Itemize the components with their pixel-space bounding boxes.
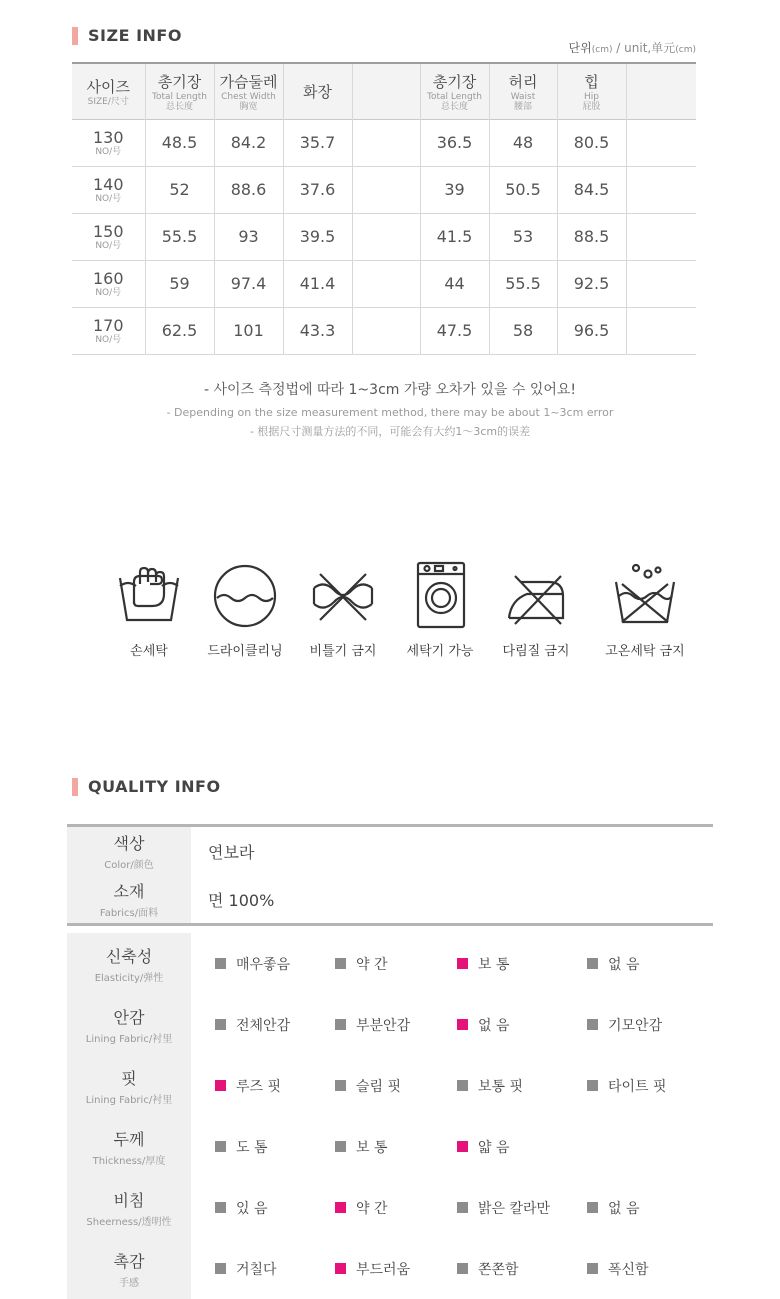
attribute-option-label: 부분안감: [356, 1017, 411, 1034]
size-row: [72, 166, 696, 213]
size-header-sub1: Hip: [584, 91, 599, 102]
attribute-option-label: 부드러움: [356, 1261, 411, 1278]
attribute-option-label: 약 간: [356, 1200, 388, 1217]
attribute-sublabel: Thickness/厚度: [92, 1155, 166, 1167]
size-header-main: 힙: [584, 72, 599, 91]
size-header-main: 총기장: [157, 72, 202, 91]
measurement-cell: 58: [489, 307, 557, 354]
measurement-cell: 36.5: [420, 119, 489, 166]
attribute-option-selected: [457, 954, 510, 974]
attribute-option: [335, 954, 388, 974]
attribute-option: [215, 1015, 290, 1035]
measurement-cell: 48: [489, 119, 557, 166]
unselected-marker-icon: [587, 1263, 598, 1274]
attribute-name: 비침: [113, 1190, 145, 1210]
care-label-no-hot-wash: 고온세탁 금지: [605, 644, 685, 659]
size-header-sub2: 腰部: [513, 101, 532, 112]
unselected-marker-icon: [335, 1080, 346, 1091]
attribute-option-label: 거칠다: [236, 1261, 277, 1278]
fabric-sublabel: Fabrics/面料: [99, 908, 159, 919]
unit-sep: /: [612, 41, 625, 55]
quality-label-fabric: [67, 875, 191, 923]
measurement-cell: [352, 213, 420, 260]
measurement-cell: 39.5: [283, 213, 352, 260]
attribute-options: [191, 1055, 713, 1116]
unselected-marker-icon: [215, 1202, 226, 1213]
unselected-marker-icon: [215, 1263, 226, 1274]
attribute-option-selected: [457, 1137, 510, 1157]
attribute-option: [215, 1259, 277, 1279]
measurement-cell: [352, 166, 420, 213]
size-number: 130: [92, 128, 124, 147]
measurement-cell: 92.5: [557, 260, 626, 307]
size-header-sub2: 总长度: [440, 101, 468, 112]
care-label-washing-machine: 세탁기 가능: [406, 644, 474, 659]
selected-marker-icon: [215, 1080, 226, 1091]
measurement-cell: [352, 307, 420, 354]
attribute-sublabel: Lining Fabric/衬里: [85, 1033, 173, 1045]
size-row: [72, 307, 696, 354]
attribute-option: [457, 1076, 523, 1096]
unit-alt2-cm: (cm): [675, 45, 696, 55]
attribute-options: [191, 1116, 713, 1177]
attribute-option-label: 약 간: [356, 956, 388, 973]
attribute-option: [457, 1198, 550, 1218]
care-label-no-wring: 비틀기 금지: [309, 644, 377, 659]
attribute-options: [191, 933, 713, 994]
measurement-cell: [352, 119, 420, 166]
care-washing-machine: [392, 560, 488, 659]
attribute-option-label: 도 톰: [236, 1139, 268, 1156]
attribute-option: [587, 954, 640, 974]
measurement-cell: [626, 166, 696, 213]
attribute-sublabel: 手感: [119, 1277, 139, 1289]
quality-row-color: [67, 827, 713, 875]
measurement-cell: 41.4: [283, 260, 352, 307]
quality-info-heading: [72, 777, 221, 796]
size-header-cell: [72, 63, 145, 119]
attribute-option-selected: [457, 1015, 510, 1035]
unselected-marker-icon: [587, 1019, 598, 1030]
size-header-main: 가슴둘레: [219, 72, 278, 91]
quality-attribute-row: [67, 1238, 713, 1299]
quality-label-color: [67, 827, 191, 875]
care-no-iron: [488, 560, 584, 659]
measurement-cell: 44: [420, 260, 489, 307]
care-label-dry-clean: 드라이클리닝: [207, 644, 283, 659]
color-label: 색상: [113, 834, 145, 853]
unselected-marker-icon: [587, 1080, 598, 1091]
size-cell: [72, 213, 145, 260]
size-note-english: - Depending on the size measurement method, there may be about 1~3cm error: [166, 406, 614, 419]
heading-accent-bar: [72, 27, 78, 45]
measurement-cell: 43.3: [283, 307, 352, 354]
size-header-cell: [626, 63, 696, 119]
size-header-sub1: Chest Width: [221, 91, 276, 102]
size-cell: [72, 260, 145, 307]
no-wring-icon: [308, 560, 378, 630]
attribute-option: [335, 1137, 388, 1157]
attribute-option: [215, 1137, 268, 1157]
size-no-label: NO/号: [95, 194, 122, 204]
attribute-option-label: 없 음: [608, 1200, 640, 1217]
attribute-option-label: 전체안감: [236, 1017, 291, 1034]
size-header-main: 허리: [508, 72, 538, 91]
attribute-option-label: 타이트 핏: [608, 1078, 667, 1095]
unselected-marker-icon: [215, 1141, 226, 1152]
size-cell: [72, 307, 145, 354]
attribute-option-label: 폭신함: [608, 1261, 649, 1278]
measurement-cell: 97.4: [214, 260, 283, 307]
unselected-marker-icon: [215, 958, 226, 969]
measurement-cell: 50.5: [489, 166, 557, 213]
size-no-label: NO/号: [95, 288, 122, 298]
attribute-option-selected: [215, 1076, 281, 1096]
size-header-cell: [214, 63, 283, 119]
measurement-cell: 55.5: [489, 260, 557, 307]
quality-attribute-label: [67, 1238, 191, 1299]
attribute-sublabel: Sheerness/透明性: [86, 1216, 172, 1228]
size-table-header: [72, 63, 696, 119]
attribute-option-label: 기모안감: [608, 1017, 663, 1034]
attribute-option-label: 있 음: [236, 1200, 268, 1217]
size-row: [72, 119, 696, 166]
size-table: [72, 62, 696, 355]
measurement-cell: 52: [145, 166, 214, 213]
measurement-cell: [626, 213, 696, 260]
unit-alt: unit,: [624, 41, 652, 55]
quality-attribute-label: [67, 933, 191, 994]
quality-attribute-label: [67, 1177, 191, 1238]
measurement-cell: 88.5: [557, 213, 626, 260]
color-value: 연보라: [208, 842, 255, 862]
measurement-cell: 41.5: [420, 213, 489, 260]
quality-attribute-row: [67, 933, 713, 994]
quality-basic-table: [67, 824, 713, 926]
attribute-option-label: 쫀쫀함: [478, 1261, 519, 1278]
size-info-title: SIZE INFO: [88, 26, 182, 45]
size-header-main: 화장: [303, 82, 332, 101]
measurement-cell: [352, 260, 420, 307]
measurement-cell: [626, 260, 696, 307]
selected-marker-icon: [335, 1263, 346, 1274]
size-note-korean: - 사이즈 측정법에 따라 1~3cm 가량 오차가 있을 수 있어요!: [203, 382, 577, 398]
size-number: 140: [92, 175, 124, 194]
quality-info-title: QUALITY INFO: [88, 777, 221, 796]
attribute-name: 두께: [113, 1129, 145, 1149]
unit-main-cm: (cm): [591, 45, 613, 55]
quality-row-fabric: [67, 875, 713, 923]
attribute-option-label: 보통 핏: [478, 1078, 524, 1095]
care-no-wring: [295, 560, 391, 659]
unit-alt2: 单元: [651, 41, 676, 55]
attribute-option-label: 없 음: [608, 956, 640, 973]
size-no-label: NO/号: [95, 241, 122, 251]
care-no-hot-wash: [597, 560, 693, 659]
attribute-option: [587, 1198, 640, 1218]
size-number: 150: [92, 222, 124, 241]
unselected-marker-icon: [335, 1019, 346, 1030]
attribute-name: 핏: [121, 1068, 137, 1088]
attribute-option-label: 매우좋음: [236, 956, 291, 973]
size-header-cell: [145, 63, 214, 119]
measurement-cell: [626, 119, 696, 166]
size-header-cell: [283, 63, 352, 119]
unselected-marker-icon: [457, 1202, 468, 1213]
size-cell: [72, 119, 145, 166]
attribute-option-label: 보 통: [356, 1139, 388, 1156]
unselected-marker-icon: [457, 1263, 468, 1274]
measurement-cell: 48.5: [145, 119, 214, 166]
attribute-sublabel: Elasticity/弹性: [94, 972, 164, 984]
care-label-no-iron: 다림질 금지: [502, 644, 570, 659]
measurement-cell: 37.6: [283, 166, 352, 213]
attribute-option-selected: [335, 1259, 410, 1279]
size-no-label: NO/号: [95, 335, 122, 345]
measurement-cell: 53: [489, 213, 557, 260]
no-iron-icon: [501, 560, 571, 630]
measurement-cell: 59: [145, 260, 214, 307]
size-header-main: 총기장: [432, 72, 477, 91]
unselected-marker-icon: [457, 1080, 468, 1091]
attribute-name: 신축성: [105, 946, 153, 966]
size-row: [72, 260, 696, 307]
unit-main: 단위: [568, 41, 592, 55]
unselected-marker-icon: [215, 1019, 226, 1030]
measurement-cell: 55.5: [145, 213, 214, 260]
measurement-cell: 80.5: [557, 119, 626, 166]
attribute-name: 촉감: [113, 1251, 145, 1271]
attribute-name: 안감: [113, 1007, 145, 1027]
care-hand-wash: [101, 560, 197, 659]
attribute-option: [587, 1015, 662, 1035]
unselected-marker-icon: [587, 1202, 598, 1213]
size-number: 170: [92, 316, 124, 335]
size-no-label: NO/号: [95, 147, 122, 157]
size-row: [72, 213, 696, 260]
measurement-cell: 84.5: [557, 166, 626, 213]
fabric-value: 면 100%: [208, 890, 275, 910]
measurement-cell: 35.7: [283, 119, 352, 166]
size-number: 160: [92, 269, 124, 288]
washing-machine-icon: [405, 560, 475, 630]
quality-attribute-row: [67, 1177, 713, 1238]
quality-attributes-table: [67, 933, 713, 1299]
measurement-cell: [626, 307, 696, 354]
size-header-cell: [489, 63, 557, 119]
attribute-option-label: 없 음: [478, 1017, 510, 1034]
attribute-option: [215, 1198, 268, 1218]
attribute-option-label: 밝은 칼라만: [478, 1200, 551, 1217]
care-dry-clean: [197, 560, 293, 659]
size-header-sub2: 总长度: [165, 101, 193, 112]
size-header-sub2: 胸宽: [239, 101, 258, 112]
quality-attribute-row: [67, 994, 713, 1055]
no-hot-wash-icon: [610, 560, 680, 630]
size-info-heading: [72, 26, 182, 45]
quality-attribute-label: [67, 1055, 191, 1116]
size-header-cell: [420, 63, 489, 119]
attribute-options: [191, 994, 713, 1055]
measurement-cell: 84.2: [214, 119, 283, 166]
attribute-option-label: 슬림 핏: [356, 1078, 402, 1095]
quality-attribute-label: [67, 1116, 191, 1177]
attribute-option-label: 보 통: [478, 956, 510, 973]
attribute-option: [335, 1076, 401, 1096]
care-label-hand-wash: 손세탁: [130, 644, 168, 659]
measurement-cell: 47.5: [420, 307, 489, 354]
size-header-sub1: Total Length: [427, 91, 482, 102]
unselected-marker-icon: [587, 958, 598, 969]
attribute-option-label: 루즈 핏: [236, 1078, 282, 1095]
hand-wash-icon: [114, 560, 184, 630]
attribute-option: [335, 1015, 410, 1035]
attribute-options: [191, 1177, 713, 1238]
dry-clean-icon: [210, 560, 280, 630]
attribute-option-label: 얇 음: [478, 1139, 510, 1156]
measurement-cell: 62.5: [145, 307, 214, 354]
attribute-option: [457, 1259, 519, 1279]
selected-marker-icon: [457, 1019, 468, 1030]
size-header-cell: [557, 63, 626, 119]
fabric-label: 소재: [113, 882, 145, 901]
size-header-sub2: 屁股: [582, 101, 601, 112]
unit-label: [569, 39, 696, 56]
measurement-cell: 96.5: [557, 307, 626, 354]
color-sublabel: Color/颜色: [104, 860, 154, 871]
measurement-cell: 101: [214, 307, 283, 354]
quality-attribute-row: [67, 1116, 713, 1177]
attribute-sublabel: Lining Fabric/衬里: [85, 1094, 173, 1106]
measurement-cell: 93: [214, 213, 283, 260]
measurement-cell: 88.6: [214, 166, 283, 213]
attribute-option: [587, 1076, 667, 1096]
selected-marker-icon: [457, 958, 468, 969]
unselected-marker-icon: [335, 958, 346, 969]
selected-marker-icon: [335, 1202, 346, 1213]
unselected-marker-icon: [335, 1141, 346, 1152]
size-header-main: 사이즈: [86, 77, 130, 96]
attribute-option: [215, 954, 290, 974]
size-header-cell: [352, 63, 420, 119]
quality-attribute-label: [67, 994, 191, 1055]
size-header-sub1: Waist: [510, 91, 536, 102]
size-header-sub1: SIZE/尺寸: [87, 96, 129, 107]
heading-accent-bar: [72, 778, 78, 796]
measurement-cell: 39: [420, 166, 489, 213]
size-cell: [72, 166, 145, 213]
attribute-option-selected: [335, 1198, 388, 1218]
attribute-options: [191, 1238, 713, 1299]
size-header-sub1: Total Length: [152, 91, 207, 102]
selected-marker-icon: [457, 1141, 468, 1152]
quality-attribute-row: [67, 1055, 713, 1116]
attribute-option: [587, 1259, 649, 1279]
size-note-chinese: - 根据尺寸测量方法的不同，可能会有大约1～3cm的误差: [249, 425, 531, 438]
